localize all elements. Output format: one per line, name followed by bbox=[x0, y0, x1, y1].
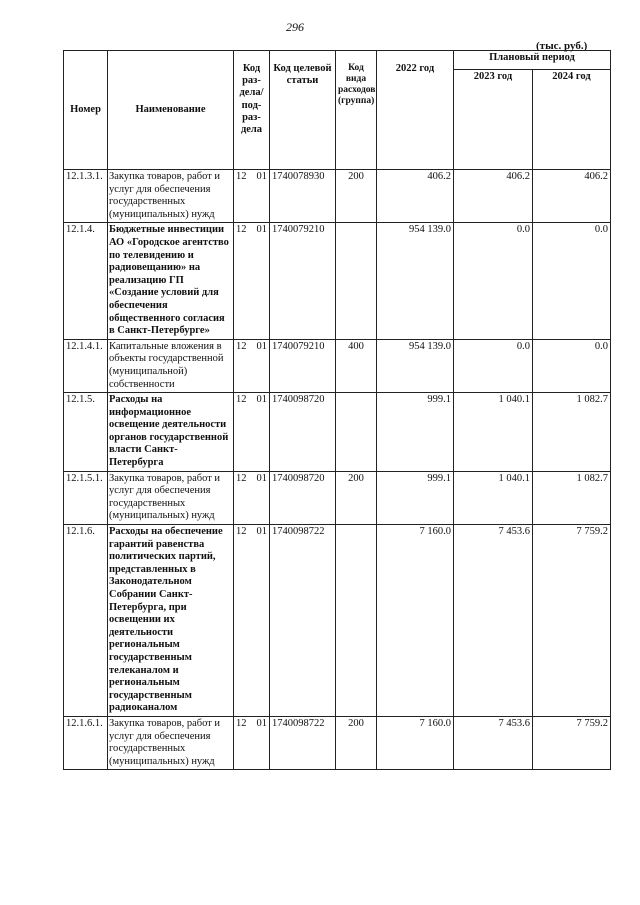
row-2023: 0.0 bbox=[454, 339, 533, 392]
subsection-code: 01 bbox=[256, 394, 267, 406]
subsection-code: 01 bbox=[256, 717, 267, 729]
row-number: 12.1.6.1. bbox=[64, 716, 108, 769]
row-2022: 954 139.0 bbox=[377, 223, 454, 339]
row-name: Капитальные вложения в объекты государственной (муниципальной) собственности bbox=[108, 339, 234, 392]
row-expense-type bbox=[336, 525, 377, 717]
row-target-code: 1740098720 bbox=[270, 471, 336, 524]
row-number: 12.1.4. bbox=[64, 223, 108, 339]
row-section-code bbox=[234, 525, 270, 717]
row-2023: 1 040.1 bbox=[454, 393, 533, 472]
page-number: 296 bbox=[286, 20, 304, 34]
row-2022: 999.1 bbox=[377, 393, 454, 472]
row-2023: 7 453.6 bbox=[454, 525, 533, 717]
row-2023: 1 040.1 bbox=[454, 471, 533, 524]
row-expense-type: 200 bbox=[336, 170, 377, 223]
table-row bbox=[64, 716, 611, 769]
table-row bbox=[64, 339, 611, 392]
section-code: 12 bbox=[236, 224, 247, 236]
budget-table bbox=[63, 50, 611, 770]
row-name: Бюджетные инвестиции АО «Городское агентство по телевидению и радиовещанию» на реализацию ГП «Создание условий для обеспечения общественного согласия в Санкт-Петербурге» bbox=[108, 223, 234, 339]
units-label: (тыс. руб.) bbox=[536, 40, 588, 52]
row-target-code: 1740098720 bbox=[270, 393, 336, 472]
row-target-code: 1740079210 bbox=[270, 223, 336, 339]
row-2023: 406.2 bbox=[454, 170, 533, 223]
row-number: 12.1.5. bbox=[64, 393, 108, 472]
row-expense-type bbox=[336, 223, 377, 339]
row-target-code: 1740098722 bbox=[270, 716, 336, 769]
section-code: 12 bbox=[236, 394, 247, 406]
row-2022: 406.2 bbox=[377, 170, 454, 223]
header-2023: 2023 год bbox=[454, 70, 533, 170]
row-number: 12.1.6. bbox=[64, 525, 108, 717]
section-code: 12 bbox=[236, 340, 247, 352]
section-code: 12 bbox=[236, 171, 247, 182]
header-2022: 2022 год bbox=[377, 51, 454, 170]
row-name: Закупка товаров, работ и услуг для обеспечения государственных (муниципальных) нужд bbox=[108, 471, 234, 524]
subsection-code: 01 bbox=[256, 340, 267, 352]
row-expense-type: 200 bbox=[336, 471, 377, 524]
row-name: Закупка товаров, работ и услуг для обеспечения государственных (муниципальных) нужд bbox=[108, 716, 234, 769]
row-2022: 7 160.0 bbox=[377, 716, 454, 769]
row-name: Закупка товаров, работ и услуг для обеспечения государственных (муниципальных) нужд bbox=[108, 170, 234, 223]
row-2024: 0.0 bbox=[533, 223, 611, 339]
header-expense-type-code: Код вида расходов (группа) bbox=[336, 51, 377, 170]
row-section-code bbox=[234, 716, 270, 769]
row-2024: 7 759.2 bbox=[533, 525, 611, 717]
row-2024: 0.0 bbox=[533, 339, 611, 392]
row-number: 12.1.5.1. bbox=[64, 471, 108, 524]
row-2022: 7 160.0 bbox=[377, 525, 454, 717]
header-name: Наименование bbox=[108, 51, 234, 170]
row-2023: 7 453.6 bbox=[454, 716, 533, 769]
row-2023: 0.0 bbox=[454, 223, 533, 339]
row-expense-type bbox=[336, 393, 377, 472]
row-2022: 954 139.0 bbox=[377, 339, 454, 392]
row-target-code: 1740098722 bbox=[270, 525, 336, 717]
table-row bbox=[64, 393, 611, 472]
row-section-code bbox=[234, 170, 270, 223]
row-section-code bbox=[234, 339, 270, 392]
row-number: 12.1.4.1. bbox=[64, 339, 108, 392]
row-number: 12.1.3.1. bbox=[64, 170, 108, 223]
table-row bbox=[64, 525, 611, 717]
table-row bbox=[64, 471, 611, 524]
header-plan-period: Плановый период bbox=[454, 51, 611, 70]
row-name: Расходы на информационное освещение деятельности органов государственной власти Санкт-Петербурга bbox=[108, 393, 234, 472]
row-expense-type: 200 bbox=[336, 716, 377, 769]
subsection-code: 01 bbox=[256, 526, 267, 538]
header-2024: 2024 год bbox=[533, 70, 611, 170]
row-target-code: 1740078930 bbox=[270, 170, 336, 223]
subsection-code: 01 bbox=[256, 224, 267, 236]
header-section-code: Код раз-дела/ под-раз-дела bbox=[234, 51, 270, 170]
table-row bbox=[64, 170, 611, 223]
row-2024: 406.2 bbox=[533, 170, 611, 223]
row-2024: 7 759.2 bbox=[533, 716, 611, 769]
row-name: Расходы на обеспечение гарантий равенства политических партий, представленных в Законодательном Собрании Санкт-Петербурга, при освещении их деятельности региональным государственным телеканалом и региональным государственным радиоканалом bbox=[108, 525, 234, 717]
row-section-code bbox=[234, 393, 270, 472]
row-section-code bbox=[234, 223, 270, 339]
header-number: Номер bbox=[64, 51, 108, 170]
row-expense-type: 400 bbox=[336, 339, 377, 392]
section-code: 12 bbox=[236, 526, 247, 538]
row-2022: 999.1 bbox=[377, 471, 454, 524]
row-2024: 1 082.7 bbox=[533, 393, 611, 472]
row-2024: 1 082.7 bbox=[533, 471, 611, 524]
row-section-code bbox=[234, 471, 270, 524]
subsection-code: 01 bbox=[256, 171, 267, 182]
section-code: 12 bbox=[236, 717, 247, 729]
subsection-code: 01 bbox=[256, 472, 267, 484]
row-target-code: 1740079210 bbox=[270, 339, 336, 392]
header-target-code: Код целевой статьи bbox=[270, 51, 336, 170]
section-code: 12 bbox=[236, 472, 247, 484]
table-row bbox=[64, 223, 611, 339]
